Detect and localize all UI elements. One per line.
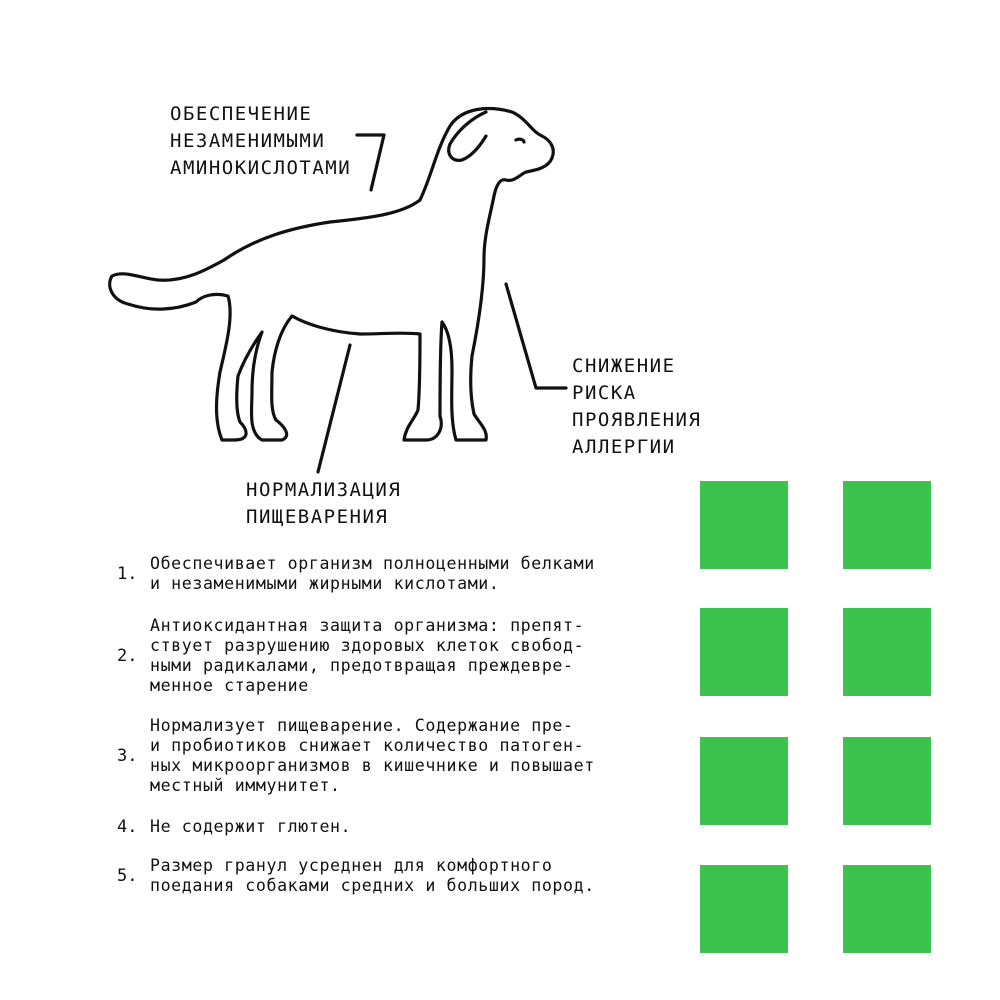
callout-line: АМИНОКИСЛОТАМИ [170, 157, 352, 179]
benefit-item [112, 812, 702, 842]
green-square [700, 608, 788, 696]
benefit-number: 3. [117, 746, 138, 766]
green-square [700, 481, 788, 569]
benefit-number: 4. [117, 817, 138, 837]
benefit-text: Обеспечивает организм полноценными белками и незаменимыми жирными кислотами. [150, 554, 595, 593]
benefit-text: Не содержит глютен. [150, 817, 352, 836]
green-square [700, 737, 788, 825]
benefit-item [112, 712, 702, 800]
callout-line: ПИЩЕВАРЕНИЯ [246, 506, 389, 528]
callout-line: ПРОЯВЛЕНИЯ [572, 409, 702, 431]
callout-allergy [572, 353, 701, 461]
callout-digestion [246, 477, 401, 531]
callout-line: НЕЗАМЕНИМЫМИ [170, 130, 326, 152]
benefit-item [112, 612, 702, 700]
green-square [843, 865, 931, 953]
benefit-text: Антиоксидантная защита организма: препят- ствует разрушению здоровых клеток свобод- ными радикалами, предотвращая преждевре- менное старение [150, 616, 585, 695]
green-square [843, 481, 931, 569]
benefit-number: 1. [117, 564, 138, 584]
benefit-number: 5. [117, 866, 138, 886]
callout-line: РИСКА [572, 382, 637, 404]
green-square [700, 865, 788, 953]
benefit-text: Нормализует пищеварение. Содержание пре- и пробиотиков снижает количество патоген- ных микроорганизмов в кишечнике и повышает местный иммунитет. [150, 716, 595, 795]
green-square [843, 737, 931, 825]
callout-line: СНИЖЕНИЕ [572, 355, 676, 377]
benefit-text: Размер гранул усреднен для комфортного поедания собаками средних и больших пород. [150, 856, 595, 895]
callout-line: НОРМАЛИЗАЦИЯ [246, 479, 402, 501]
green-square [843, 608, 931, 696]
benefit-item [112, 854, 702, 898]
benefit-item [112, 552, 702, 596]
benefit-number: 2. [117, 646, 138, 666]
callout-amino-acids [170, 101, 351, 182]
callout-line: ОБЕСПЕЧЕНИЕ [170, 103, 313, 125]
callout-line: АЛЛЕРГИИ [572, 436, 676, 458]
